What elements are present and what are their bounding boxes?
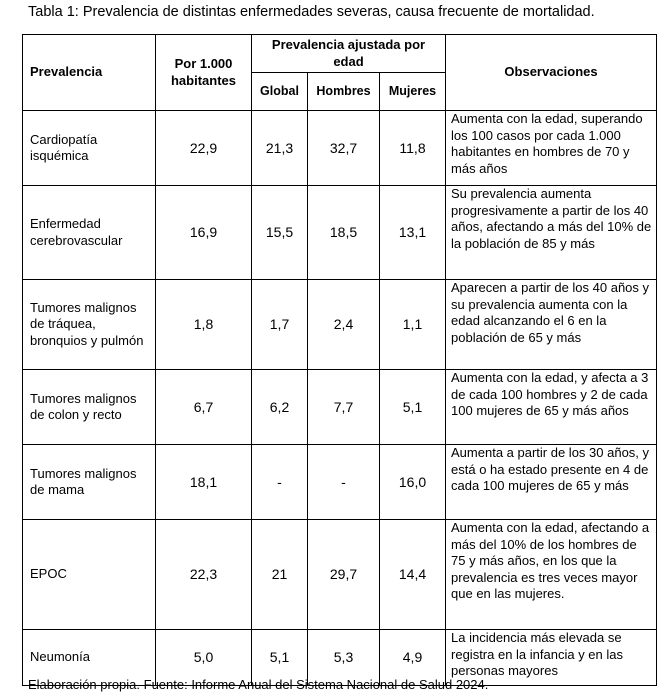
observaciones-text: Aumenta con la edad, y afecta a 3 de cada 100 hombres y 2 de cada 100 mujeres de 65 y más años	[446, 370, 657, 445]
hombres-value: 32,7	[308, 111, 380, 186]
mujeres-value: 11,8	[380, 111, 446, 186]
hombres-value: -	[308, 445, 380, 520]
header-por-mil: Por 1.000 habitantes	[156, 35, 252, 111]
por-mil-value: 18,1	[156, 445, 252, 520]
observaciones-text: La incidencia más elevada se registra en la infancia y en las personas mayores	[446, 630, 657, 686]
mujeres-value: 4,9	[380, 630, 446, 686]
hombres-value: 29,7	[308, 520, 380, 630]
global-value: 5,1	[252, 630, 308, 686]
header-prevalencia: Prevalencia	[23, 35, 156, 111]
disease-name: Tumores malignos de mama	[23, 445, 156, 520]
header-ajustada: Prevalencia ajustada por edad	[252, 35, 446, 73]
table-row	[23, 520, 657, 630]
global-value: 1,7	[252, 280, 308, 370]
table-row	[23, 111, 657, 186]
por-mil-value: 22,9	[156, 111, 252, 186]
hombres-value: 2,4	[308, 280, 380, 370]
header-hombres: Hombres	[308, 73, 380, 111]
global-value: 6,2	[252, 370, 308, 445]
por-mil-value: 16,9	[156, 186, 252, 280]
disease-name: Tumores malignos de colon y recto	[23, 370, 156, 445]
table-caption: Tabla 1: Prevalencia de distintas enfermedades severas, causa frecuente de mortalidad.	[28, 4, 595, 20]
observaciones-text: Aumenta con la edad, superando los 100 casos por cada 1.000 habitantes en hombres de 70 y más años	[446, 111, 657, 186]
por-mil-value: 22,3	[156, 520, 252, 630]
observaciones-text: Aumenta con la edad, afectando a más del 10% de los hombres de 75 y más años, en los que la prevalencia es tres veces mayor que en las mujeres.	[446, 520, 657, 630]
global-value: 21	[252, 520, 308, 630]
mujeres-value: 1,1	[380, 280, 446, 370]
table-row	[23, 186, 657, 280]
hombres-value: 18,5	[308, 186, 380, 280]
table-row	[23, 280, 657, 370]
header-observaciones: Observaciones	[446, 35, 657, 111]
header-global: Global	[252, 73, 308, 111]
prevalence-table	[22, 34, 657, 686]
disease-name: EPOC	[23, 520, 156, 630]
table-row	[23, 445, 657, 520]
global-value: 21,3	[252, 111, 308, 186]
mujeres-value: 14,4	[380, 520, 446, 630]
header-mujeres: Mujeres	[380, 73, 446, 111]
disease-name: Neumonía	[23, 630, 156, 686]
observaciones-text: Aparecen a partir de los 40 años y su prevalencia aumenta con la edad alcanzando el 6 en la población de 65 y más	[446, 280, 657, 370]
disease-name: Tumores malignos de tráquea, bronquios y pulmón	[23, 280, 156, 370]
mujeres-value: 16,0	[380, 445, 446, 520]
por-mil-value: 1,8	[156, 280, 252, 370]
observaciones-text: Aumenta a partir de los 30 años, y está o ha estado presente en 4 de cada 100 mujeres de 65 y más	[446, 445, 657, 520]
global-value: -	[252, 445, 308, 520]
mujeres-value: 13,1	[380, 186, 446, 280]
hombres-value: 5,3	[308, 630, 380, 686]
disease-name: Enfermedad cerebrovascular	[23, 186, 156, 280]
global-value: 15,5	[252, 186, 308, 280]
observaciones-text: Su prevalencia aumenta progresivamente a partir de los 40 años, afectando a más del 10% de la población de 85 y más	[446, 186, 657, 280]
por-mil-value: 6,7	[156, 370, 252, 445]
mujeres-value: 5,1	[380, 370, 446, 445]
por-mil-value: 5,0	[156, 630, 252, 686]
hombres-value: 7,7	[308, 370, 380, 445]
table-row	[23, 370, 657, 445]
source-footnote: Elaboración propia. Fuente: Informe Anual del Sistema Nacional de Salud 2024.	[28, 677, 489, 692]
disease-name: Cardiopatía isquémica	[23, 111, 156, 186]
